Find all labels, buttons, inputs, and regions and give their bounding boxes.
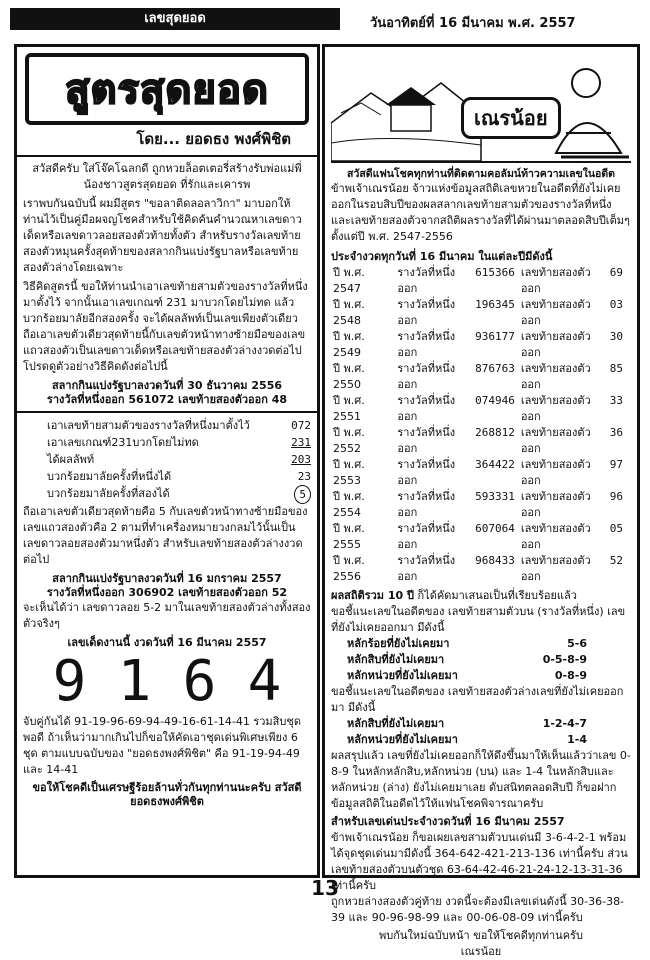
draw1-title: สลากกินแบ่งรัฐบาลงวดวันที่ 30 ธันวาคม 2556 (51, 379, 283, 392)
publication-title: เลขสุดยอด (10, 8, 340, 30)
divider (17, 155, 317, 157)
greeting: สวัสดีครับ ใส่โจ๊คโฉลกดี ถูกหวยล็อตเตอรี่สร้างรับพ่อแม่พี่น้องชาวสูตรสุดยอด ที่รักและเคารพ (32, 162, 302, 191)
draw2-title: สลากกินแบ่งรัฐบาลงวดวันที่ 16 มกราคม 2557 (52, 572, 282, 585)
conclusion: ผลสรุปแล้ว เลขที่ยังไม่เคยออกก็ให้ดึงขึ้นมาให้เห็นแล้วว่าเลข 0-8-9 ในหลักหลักสิบ,หลักหน่วย (บน) และ 1-4 ในหลักสิบและหลักหน่วย (ล่าง) ยังไม่เคยมาเลย ดับสนิทตลอดสิบปี ก็ขอฝากข้อมูลสถิติในอดีตไว้ให้แฟนโชคพิจารณาครับ (331, 749, 631, 810)
stat-row: หลักหน่วยที่ยังไม่เคยมา 0-8-9 (347, 669, 587, 682)
issue-date: วันอาทิตย์ที่ 16 มีนาคม พ.ศ. 2557 (370, 16, 576, 31)
calc-row: ได้ผลลัพท์ 203 (47, 453, 311, 466)
page-number: 13 (311, 876, 339, 900)
stat-row: หลักหน่วยที่ยังไม่เคยมา 1-4 (347, 733, 587, 746)
stat-row: หลักร้อยที่ยังไม่เคยมา 5-6 (347, 637, 587, 650)
table-row: ปี พ.ศ. 2547 รางวัลที่หนึ่งออก 615366 เลขท้ายสองตัวออก 69 (333, 266, 623, 295)
table-row: ปี พ.ศ. 2551 รางวัลที่หนึ่งออก 074946 เลขท้ายสองตัวออก 33 (333, 394, 623, 423)
pairs-paragraph: จับคู่กันได้ 91-19-96-69-94-49-16-61-14-41 รวมสิบชุดพอดี ถ้าเห็นว่ามากเกินไปก็ขอให้คัดเอาชุดเด่นพิเศษเพียง 6 ชุด ตามแบบฉบับของ "ยอดธงพงศ์พิชิต" คือ 91-19-94-49 และ 14-41 (23, 715, 301, 776)
table-row: ปี พ.ศ. 2550 รางวัลที่หนึ่งออก 876763 เลขท้ายสองตัวออก 85 (333, 362, 623, 391)
lower-text: ถูกหวยล่างสองตัวคู่ท้าย งวดนี้จะต้องมีเลขเด่นดังนี้ 30-36-38-39 และ 90-96-98-99 และ 00-06-08-09 เท่านี้ครับ (331, 895, 625, 924)
table-row: ปี พ.ศ. 2556 รางวัลที่หนึ่งออก 968433 เลขท้ายสองตัวออก 52 (333, 554, 623, 583)
calc-row: บวกร้อยมาลัยครั้งที่สองได้ 5 (47, 485, 311, 504)
signature: ยอดธงพงศ์พิชิต (130, 795, 204, 808)
method-paragraph: วิธีคิดสูตรนี้ ขอให้ท่านนำเอาเลขท้ายสามตัวของรางวัลที่หนึ่งมาตั้งไว้ จากนั้นเอาเลขเกณฑ์ 231 มาบวกโดยไม่ทด แล้วบวกร้อยมาลัยอีกสองครั้ง จะได้ผลลัพท์เป็นเลขเพียงตัวเดียวถือเอาเลขตัวเดียวสุดท้ายนี้กับเลขตัวหน้าทางซ้ายมือของเลขแถวสองตัวเป็นเลขดาวเด็ดหรือเลขท้ายสองตัวล่างงวดต่อไป โปรดดูตัวอย่างวิธีคิดดังต่อไปนี้ (23, 280, 308, 373)
draw1-result: รางวัลที่หนึ่งออก 561072 เลขท้ายสองตัวออก 48 (46, 393, 288, 406)
lucky-digit: 4 (247, 649, 282, 714)
column-stamp: เณรน้อย (461, 97, 561, 139)
divider (17, 411, 317, 413)
lucky-digit: 9 (52, 649, 87, 714)
page-header (10, 6, 640, 36)
farewell: พบกันใหม่ฉบับหน้า ขอให้โชคดีทุกท่านครับ (379, 929, 583, 942)
two-digit-intro: ขอชี้แนะเลขในอดีตของ เลขท้ายสองตัวล่างเลขที่ยังไม่เคยออกมา มีดังนี้ (331, 685, 624, 714)
table-row: ปี พ.ศ. 2554 รางวัลที่หนึ่งออก 593331 เลขท้ายสองตัวออก 96 (333, 490, 623, 519)
summary-text: ก็ได้คัดมาเสนอเป็นที่เรียบร้อยแล้ว (417, 589, 577, 602)
left-column (14, 44, 320, 878)
right-intro: ข้าพเจ้าเณรน้อย จ้าวแห่งข้อมูลสถิติเลขหวยในอดีตที่ยังไม่เคยออกในรอบสิบปีของผลสลากเลขท้ายสามตัวของรางวัลที่หนึ่งและเลขท้ายสองตัวจากสถิติผลรางวัลที่ได้ผ่านมาตลอดสิบปีเต็มๆ ตั้งแต่ปี พ.ศ. 2547-2556 (331, 182, 630, 243)
calc-row: เอาเลขท้ายสามตัวของรางวัลที่หนึ่งมาตั้งไว้ 072 (47, 419, 311, 432)
calculation (17, 417, 317, 504)
next-draw-title: เลขเด็ดงานนี้ งวดวันที่ 16 มีนาคม 2557 (67, 636, 267, 649)
stat-row: หลักสิบที่ยังไม่เคยมา 0-5-8-9 (347, 653, 587, 666)
pick-text: ข้าพเจ้าเณรน้อย ก็ขอเผยเลขสามตัวบนเด่นมี 3-6-4-2-1 พร้อมได้จุดชุดเด่นมามีดังนี้ 364-642-421-213-136 เท่านี้ครับ ส่วนเลขท้ายสองตัวบนตัวชุด 63-64-42-46-21-24-12-13-31-36 เท่านี้ครับ (331, 831, 628, 892)
history-table (325, 265, 637, 585)
three-digit-intro: ขอชี้แนะเลขในอดีตของ เลขท้ายสามตัวบน (รางวัลที่หนึ่ง) เลขที่ยังไม่เคยออกมา มีดังนี้ (331, 605, 626, 634)
right-heading: สวัสดีแฟนโชคทุกท่านที่ติดตามคอลัมน์ท้าวความเลขในอดีต (347, 168, 615, 180)
logo-text: สูตรสุดยอด (65, 67, 269, 113)
table-row: ปี พ.ศ. 2548 รางวัลที่หนึ่งออก 196345 เลขท้ายสองตัวออก 03 (333, 298, 623, 327)
closing: ขอให้โชคดีเป็นเศรษฐีร้อยล้านทั่วกันทุกท่านนะครับ สวัสดี (32, 781, 302, 794)
summary (325, 588, 637, 604)
table-row: ปี พ.ศ. 2549 รางวัลที่หนึ่งออก 936177 เลขท้ายสองตัวออก 30 (333, 330, 623, 359)
table-title: ประจำงวดทุกวันที่ 16 มีนาคม ในแต่ละปีมีดังนี้ (331, 250, 553, 263)
lucky-digits (17, 650, 317, 714)
column-illustration (331, 53, 631, 163)
three-digit-stats (325, 636, 637, 684)
table-row: ปี พ.ศ. 2555 รางวัลที่หนึ่งออก 607064 เลขท้ายสองตัวออก 05 (333, 522, 623, 551)
calc-note: ถือเอาเลขตัวเดียวสุดท้ายคือ 5 กับเลขตัวหน้าทางซ้ายมือของเลขแถวสองตัวคือ 2 ตามที่ทำเครื่องหมายวงกลมไว้นั้นเป็นเลขดาวลอยสองตัวมาหนึ่งตัว สำหรับเลขท้ายสองตัวล่างงวดต่อไป (23, 505, 308, 566)
two-digit-stats (325, 716, 637, 748)
stat-row: หลักสิบที่ยังไม่เคยมา 1-2-4-7 (347, 717, 587, 730)
right-column (322, 44, 640, 958)
table-row: ปี พ.ศ. 2552 รางวัลที่หนึ่งออก 268812 เลขท้ายสองตัวออก 36 (333, 426, 623, 455)
column-logo (25, 53, 309, 125)
farewell-signature: เณรน้อย (460, 945, 502, 958)
summary-title: ผลสถิติรวม 10 ปี (331, 589, 414, 602)
lucky-digit: 1 (117, 649, 152, 714)
byline: โดย... ยอดธง พงศ์พิชิต (136, 130, 291, 148)
draw2-result: รางวัลที่หนึ่งออก 306902 เลขท้ายสองตัวออก 52 (46, 586, 288, 599)
lucky-digit: 6 (182, 649, 217, 714)
intro-paragraph: เราพบกันฉบับนี้ ผมมีสูตร "ขอลาติดลอลาวิกา" มาบอกให้ท่านไว้เป็นคู่มือผจญโชคสำหรับใช้คิดค้นคำนวณหาเลขดาวเด็ดหรือเลขดาวลอยสองตัวท้ายทั้งตัว สำหรับรางวัลเลขท้ายสองตัวหมุนครั้งสุดท้ายของสลากกินแบ่งรัฐบาลหรือเลขท้ายสองตัวล่างโดยเฉพาะ (23, 197, 302, 274)
calc-row: บวกร้อยมาลัยครั้งที่หนึ่งได้ 23 (47, 470, 311, 483)
calc-row: เอาเลขเกณฑ์231บวกโดยไม่ทด 231 (47, 436, 311, 449)
pick-title: สำหรับเลขเด่นประจำงวดวันที่ 16 มีนาคม 2557 (331, 815, 565, 828)
table-row: ปี พ.ศ. 2553 รางวัลที่หนึ่งออก 364422 เลขท้ายสองตัวออก 97 (333, 458, 623, 487)
draw2-note: จะเห็นได้ว่า เลขดาวลอย 5-2 มาในเลขท้ายสองตัวล่างทั้งสองตัวจริงๆ (23, 601, 311, 630)
